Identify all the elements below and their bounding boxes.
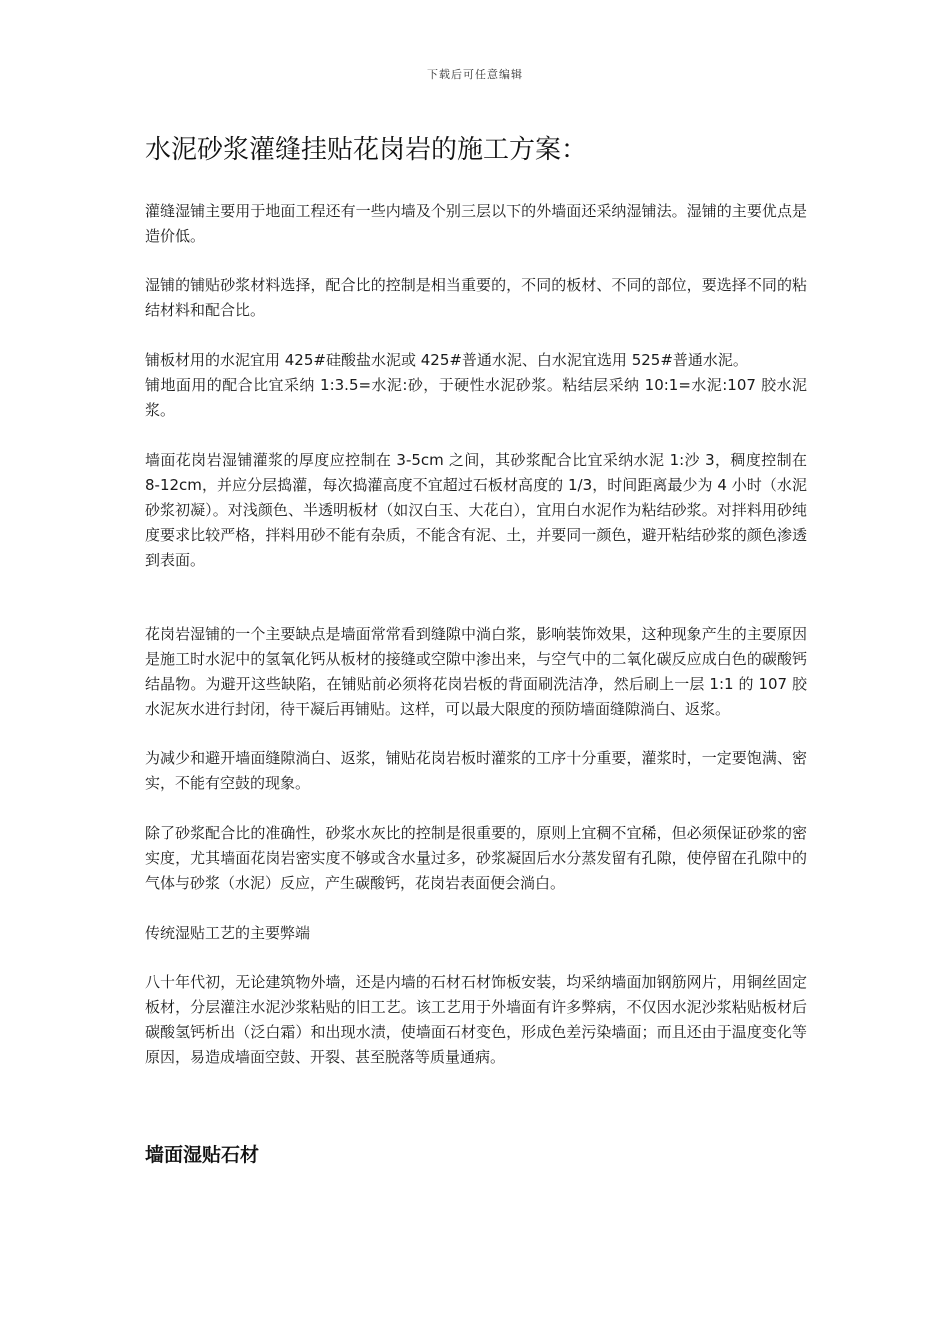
paragraph-intro: 灌缝湿铺主要用于地面工程还有一些内墙及个别三层以下的外墙面还采纳湿铺法。湿铺的主要优点是造价低。 — [145, 202, 807, 245]
header-note: 下载后可任意编辑 — [427, 68, 523, 81]
paragraph-wall-grouting: 墙面花岗岩湿铺灌浆的厚度应控制在 3-5cm 之间，其砂浆配合比宜采纳水泥 1:沙 3，稠度控制在 8-12cm，并应分层捣灌，每次捣灌高度不宜超过石板材高度的 1/3，时间距离最少为 4 小时（水泥砂浆初凝）。对浅颜色、半透明板材（如汉白玉、大花白），宜用白水泥作为粘结砂浆。对拌料用砂纯度要求比较严格，拌料用砂不能有杂质，不能含有泥、土，并要同一颜色，避开粘结砂浆的颜色渗透到表面。 — [145, 451, 807, 569]
paragraph-cement-type: 铺板材用的水泥宜用 425#硅酸盐水泥或 425#普通水泥、白水泥宜选用 525#普通水泥。 — [145, 351, 748, 369]
document-title: 水泥砂浆灌缝挂贴花岗岩的施工方案： — [145, 135, 588, 165]
paragraph-floor-mix-ratio: 铺地面用的配合比宜采纳 1:3.5=水泥:砂，于硬性水泥砂浆。粘结层采纳 10:1=水泥:107 胶水泥浆。 — [145, 376, 807, 419]
paragraph-efflorescence-cause: 花岗岩湿铺的一个主要缺点是墙面常常看到缝隙中淌白浆，影响装饰效果，这种现象产生的主要原因是施工时水泥中的氢氧化钙从板材的接缝或空隙中渗出来，与空气中的二氧化碳反应成白色的碳酸钙结晶物。为避开这些缺陷，在铺贴前必须将花岗岩板的背面刷洗洁净，然后刷上一层 1:1 的 107 胶水泥灰水进行封闭，待干凝后再铺贴。这样，可以最大限度的预防墙面缝隙淌白、返浆。 — [145, 625, 807, 718]
paragraph-traditional-process: 八十年代初，无论建筑物外墙，还是内墙的石材石材饰板安装，均采纳墙面加钢筋网片，用铜丝固定板材，分层灌注水泥沙浆粘贴的旧工艺。该工艺用于外墙面有许多弊病，不仅因水泥沙浆粘贴板材后碳酸氢钙析出（泛白霜）和出现水渍，使墙面石材变色，形成色差污染墙面；而且还由于温度变化等原因，易造成墙面空鼓、开裂、甚至脱落等质量通病。 — [145, 973, 807, 1066]
paragraph-material-selection: 湿铺的铺贴砂浆材料选择，配合比的控制是相当重要的，不同的板材、不同的部位，要选择不同的粘结材料和配合比。 — [145, 276, 807, 319]
paragraph-water-cement-ratio: 除了砂浆配合比的准确性，砂浆水灰比的控制是很重要的，原则上宜稠不宜稀，但必须保证砂浆的密实度，尤其墙面花岗岩密实度不够或含水量过多，砂浆凝固后水分蒸发留有孔隙，使停留在孔隙中的气体与砂浆（水泥）反应，产生碳酸钙，花岗岩表面便会淌白。 — [145, 824, 807, 892]
section-heading: 墙面湿贴石材 — [145, 1144, 260, 1166]
paragraph-grouting-procedure: 为减少和避开墙面缝隙淌白、返浆，铺贴花岗岩板时灌浆的工序十分重要，灌浆时，一定要饱满、密实，不能有空鼓的现象。 — [145, 749, 807, 792]
paragraph-subheading-drawbacks: 传统湿贴工艺的主要弊端 — [145, 924, 311, 942]
